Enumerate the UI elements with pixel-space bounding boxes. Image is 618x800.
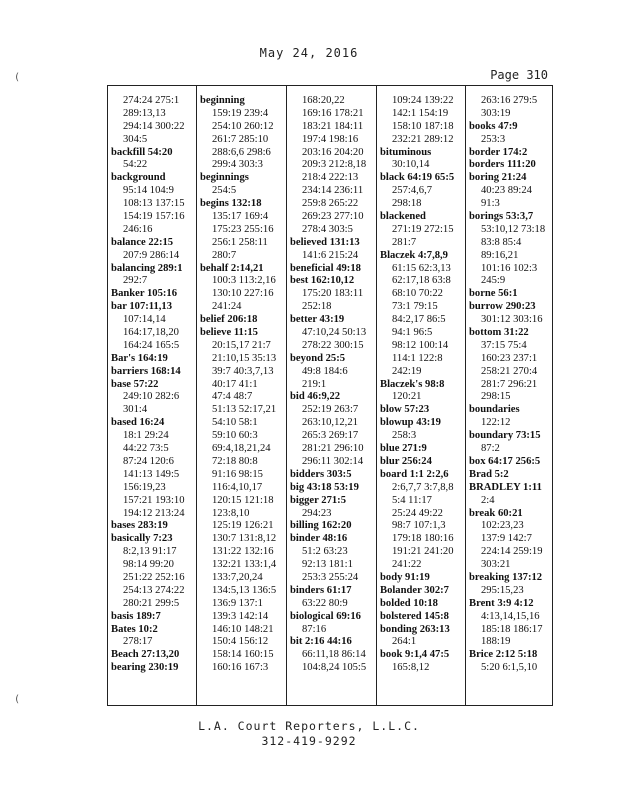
index-entry-term: burrow 290:23: [469, 301, 536, 313]
index-entry-refs: 280:21 299:5: [123, 597, 180, 609]
index-entry-refs: 107:14,14: [123, 314, 166, 326]
index-entry-term: bonding 263:13: [380, 623, 450, 635]
index-entry-term: blue 271:9: [380, 443, 427, 455]
index-entry-refs: 84:2,17 86:5: [392, 314, 446, 326]
index-entry-refs: 131:22 132:16: [212, 546, 274, 558]
index-entry-term: bidders 303:5: [290, 468, 352, 480]
index-entry-refs: 18:1 29:24: [123, 430, 169, 442]
index-entry-refs: 261:7 285:10: [212, 133, 269, 145]
index-entry-term: bolstered 145:8: [380, 610, 449, 622]
index-entry-refs: 191:21 241:20: [392, 546, 454, 558]
column-divider: [196, 86, 197, 705]
index-entry-refs: 54:22: [123, 159, 148, 171]
index-entry-refs: 301:12 303:16: [481, 314, 543, 326]
index-entry-refs: 2:6,7,7 3:7,8,8: [392, 481, 454, 493]
index-entry-refs: 47:10,24 50:13: [302, 327, 367, 339]
index-entry-refs: 100:3 113:2,16: [212, 275, 276, 287]
index-entry-refs: 175:23 255:16: [212, 223, 274, 235]
index-entry-refs: 154:19 157:16: [123, 211, 185, 223]
index-entry-term: binders 61:17: [290, 584, 352, 596]
index-entry-refs: 63:22 80:9: [302, 597, 348, 609]
page-footer: [0, 719, 618, 749]
index-entry-refs: 257:4,6,7: [392, 185, 433, 197]
court-reporter-phone: 312-419-9292: [261, 734, 357, 748]
index-entry-refs: 141:13 149:5: [123, 468, 180, 480]
index-entry-refs: 258:3: [392, 430, 417, 442]
index-entry-refs: 62:17,18 63:8: [392, 275, 451, 287]
index-entry-refs: 165:8,12: [392, 662, 430, 674]
index-entry-refs: 234:14 236:11: [302, 185, 364, 197]
index-entry-refs: 292:7: [123, 275, 148, 287]
index-entry-refs: 304:5: [123, 133, 148, 145]
index-entry-refs: 254:5: [212, 185, 237, 197]
index-entry-refs: 146:10 148:21: [212, 623, 274, 635]
index-entry-refs: 4:13,14,15,16: [481, 610, 540, 622]
index-entry-term: borders 111:20: [469, 159, 536, 171]
index-entry-refs: 40:17 41:1: [212, 378, 258, 390]
index-entry-refs: 136:9 137:1: [212, 597, 263, 609]
index-entry-term: border 174:2: [469, 146, 528, 158]
index-entry-refs: 54:10 58:1: [212, 417, 258, 429]
index-entry-term: board 1:1 2:2,6: [380, 468, 449, 480]
index-entry-refs: 25:24 49:22: [392, 507, 443, 519]
index-entry-term: beyond 25:5: [290, 352, 346, 364]
index-entry-refs: 89:16,21: [481, 249, 519, 261]
index-entry-term: boring 21:24: [469, 172, 527, 184]
index-entry-term: Blaczek 4:7,8,9: [380, 249, 448, 261]
index-entry-refs: 254:13 274:22: [123, 584, 185, 596]
word-index-frame: [107, 85, 553, 706]
index-entry-refs: 109:24 139:22: [392, 95, 454, 106]
index-entry-refs: 132:21 133:1,4: [212, 559, 277, 571]
index-entry-refs: 98:14 99:20: [123, 559, 174, 571]
index-entry-refs: 30:10,14: [392, 159, 430, 171]
index-entry-term: behalf 2:14,21: [200, 262, 264, 274]
index-entry-refs: 254:10 260:12: [212, 120, 274, 132]
index-entry-term: bituminous: [380, 146, 432, 158]
index-entry-term: Brad 5:2: [469, 468, 509, 480]
index-entry-refs: 69:4,18,21,24: [212, 443, 271, 455]
index-entry-refs: 295:15,23: [481, 584, 524, 596]
index-entry-refs: 185:18 186:17: [481, 623, 543, 635]
index-entry-refs: 120:21: [392, 391, 422, 403]
index-entry-refs: 281:7: [392, 236, 417, 248]
index-entry-refs: 61:15 62:3,13: [392, 262, 451, 274]
index-entry-refs: 246:16: [123, 223, 153, 235]
index-entry-refs: 203:16 204:20: [302, 146, 364, 158]
index-entry-refs: 241:24: [212, 301, 242, 313]
index-entry-term: background: [111, 172, 166, 184]
court-reporter-name: L.A. Court Reporters, L.L.C.: [198, 719, 420, 733]
index-entry-refs: 120:15 121:18: [212, 494, 274, 506]
index-entry-refs: 123:8,10: [212, 507, 250, 519]
index-entry-refs: 303:21: [481, 559, 511, 571]
index-entry-refs: 51:2 63:23: [302, 546, 348, 558]
index-entry-term: base 57:22: [111, 378, 159, 390]
index-entry-term: bolded 10:18: [380, 597, 438, 609]
index-entry-refs: 188:19: [481, 636, 511, 648]
index-entry-term: Banker 105:16: [111, 288, 178, 300]
index-entry-refs: 72:18 80:8: [212, 455, 258, 467]
index-entry-term: book 9:1,4 47:5: [380, 649, 450, 661]
index-column-2: [200, 95, 276, 675]
index-entry-refs: 95:14 104:9: [123, 185, 174, 197]
index-entry-refs: 159:19 239:4: [212, 107, 269, 119]
index-entry-refs: 158:10 187:18: [392, 120, 454, 132]
index-column-1: [111, 95, 185, 675]
index-entry-refs: 8:2,13 91:17: [123, 546, 177, 558]
index-entry-refs: 169:16 178:21: [302, 107, 364, 119]
index-entry-refs: 269:23 277:10: [302, 211, 364, 223]
index-entry-term: books 47:9: [469, 120, 518, 132]
index-entry-term: belief 206:18: [200, 314, 258, 326]
index-entry-refs: 288:6,6 298:6: [212, 146, 271, 158]
transcript-date: May 24, 2016: [259, 46, 359, 60]
index-entry-term: biological 69:16: [290, 610, 361, 622]
page-number: Page 310: [490, 68, 548, 82]
index-entry-refs: 263:16 279:5: [481, 95, 538, 106]
index-entry-refs: 253:3 255:24: [302, 571, 359, 583]
index-entry-refs: 73:1 79:15: [392, 301, 438, 313]
index-entry-refs: 21:10,15 35:13: [212, 352, 277, 364]
index-entry-term: bottom 31:22: [469, 327, 529, 339]
index-entry-term: balancing 289:1: [111, 262, 183, 274]
index-entry-refs: 298:18: [392, 198, 422, 210]
index-entry-refs: 197:4 198:16: [302, 133, 359, 145]
index-entry-refs: 87:16: [302, 623, 327, 635]
index-entry-term: bigger 271:5: [290, 494, 347, 506]
index-entry-refs: 252:18: [302, 301, 332, 313]
index-entry-refs: 289:13,13: [123, 107, 166, 119]
index-entry-refs: 251:22 252:16: [123, 571, 185, 583]
index-entry-refs: 91:3: [481, 198, 500, 210]
index-entry-refs: 164:24 165:5: [123, 339, 180, 351]
index-entry-term: blowup 43:19: [380, 417, 441, 429]
index-entry-refs: 59:10 60:3: [212, 430, 258, 442]
index-entry-refs: 130:10 227:16: [212, 288, 274, 300]
index-entry-refs: 158:14 160:15: [212, 649, 274, 661]
index-entry-refs: 242:19: [392, 365, 422, 377]
index-entry-refs: 294:14 300:22: [123, 120, 185, 132]
index-entry-refs: 218:4 222:13: [302, 172, 359, 184]
index-entry-refs: 179:18 180:16: [392, 533, 454, 545]
index-column-4: [380, 95, 454, 675]
index-entry-term: borings 53:3,7: [469, 211, 534, 223]
index-entry-refs: 53:10,12 73:18: [481, 223, 546, 235]
index-entry-refs: 114:1 122:8: [392, 352, 443, 364]
index-entry-term: Bar's 164:19: [111, 352, 168, 364]
index-entry-refs: 294:23: [302, 507, 332, 519]
index-entry-refs: 219:1: [302, 378, 327, 390]
index-entry-refs: 87:24 120:6: [123, 455, 174, 467]
index-entry-term: boundary 73:15: [469, 430, 541, 442]
index-entry-refs: 232:21 289:12: [392, 133, 454, 145]
punch-hole-mark-bottom: (: [14, 694, 21, 705]
index-entry-refs: 160:16 167:3: [212, 662, 269, 674]
index-entry-term: body 91:19: [380, 571, 430, 583]
index-entry-refs: 281:21 296:10: [302, 443, 364, 455]
index-entry-refs: 224:14 259:19: [481, 546, 543, 558]
index-entry-refs: 150:4 156:12: [212, 636, 269, 648]
index-entry-term: believe 11:15: [200, 327, 258, 339]
index-entry-refs: 298:15: [481, 391, 511, 403]
index-entry-refs: 183:21 184:11: [302, 120, 364, 132]
index-column-5: [469, 95, 545, 675]
index-entry-refs: 116:4,10,17: [212, 481, 263, 493]
index-entry-refs: 44:22 73:5: [123, 443, 169, 455]
index-entry-term: black 64:19 65:5: [380, 172, 455, 184]
index-entry-refs: 104:8,24 105:5: [302, 662, 367, 674]
index-entry-refs: 263:10,12,21: [302, 417, 358, 429]
index-entry-refs: 280:7: [212, 249, 237, 261]
index-entry-term: Beach 27:13,20: [111, 649, 180, 661]
index-entry-refs: 98:12 100:14: [392, 339, 449, 351]
index-entry-term: best 162:10,12: [290, 275, 355, 287]
index-entry-term: breaking 137:12: [469, 571, 543, 583]
index-entry-term: break 60:21: [469, 507, 523, 519]
index-entry-refs: 296:11 302:14: [302, 455, 364, 467]
index-entry-refs: 108:13 137:15: [123, 198, 185, 210]
index-entry-refs: 137:9 142:7: [481, 533, 532, 545]
index-entry-term: borne 56:1: [469, 288, 518, 300]
column-divider: [286, 86, 287, 705]
index-entry-refs: 101:16 102:3: [481, 262, 538, 274]
index-entry-refs: 265:3 269:17: [302, 430, 359, 442]
index-entry-term: Brice 2:12 5:18: [469, 649, 538, 661]
index-entry-term: believed 131:13: [290, 236, 360, 248]
index-entry-refs: 258:21 270:4: [481, 365, 538, 377]
index-entry-refs: 87:2: [481, 443, 500, 455]
index-entry-term: bearing 230:19: [111, 662, 179, 674]
index-entry-refs: 156:19,23: [123, 481, 166, 493]
index-entry-refs: 5:4 11:17: [392, 494, 432, 506]
index-entry-refs: 39:7 40:3,7,13: [212, 365, 274, 377]
index-entry-refs: 281:7 296:21: [481, 378, 538, 390]
column-divider: [465, 86, 466, 705]
index-entry-term: blow 57:23: [380, 404, 430, 416]
index-entry-term: better 43:19: [290, 314, 345, 326]
index-entry-refs: 278:22 300:15: [302, 339, 364, 351]
index-entry-term: billing 162:20: [290, 520, 352, 532]
index-entry-refs: 92:13 181:1: [302, 559, 353, 571]
index-entry-refs: 299:4 303:3: [212, 159, 263, 171]
index-entry-term: bases 283:19: [111, 520, 168, 532]
index-entry-term: beneficial 49:18: [290, 262, 361, 274]
index-entry-refs: 175:20 183:11: [302, 288, 364, 300]
index-entry-refs: 209:3 212:8,18: [302, 159, 367, 171]
index-entry-term: blur 256:24: [380, 455, 432, 467]
index-entry-refs: 194:12 213:24: [123, 507, 185, 519]
index-entry-term: backfill 54:20: [111, 146, 173, 158]
index-entry-refs: 259:8 265:22: [302, 198, 359, 210]
index-entry-term: based 16:24: [111, 417, 165, 429]
index-entry-refs: 207:9 286:14: [123, 249, 180, 261]
index-entry-refs: 301:4: [123, 404, 148, 416]
index-entry-term: barriers 168:14: [111, 365, 181, 377]
index-entry-term: Bolander 302:7: [380, 584, 449, 596]
index-entry-term: beginnings: [200, 172, 249, 184]
index-entry-refs: 47:4 48:7: [212, 391, 253, 403]
index-entry-term: basis 189:7: [111, 610, 161, 622]
index-entry-refs: 249:10 282:6: [123, 391, 180, 403]
index-entry-refs: 271:19 272:15: [392, 223, 454, 235]
index-entry-term: begins 132:18: [200, 198, 262, 210]
index-entry-refs: 253:3: [481, 133, 506, 145]
index-entry-refs: 168:20,22: [302, 95, 345, 106]
index-entry-refs: 135:17 169:4: [212, 211, 269, 223]
index-entry-term: basically 7:23: [111, 533, 173, 545]
column-divider: [376, 86, 377, 705]
index-entry-refs: 139:3 142:14: [212, 610, 269, 622]
index-entry-refs: 164:17,18,20: [123, 327, 179, 339]
index-entry-refs: 141:6 215:24: [302, 249, 359, 261]
index-entry-refs: 51:13 52:17,21: [212, 404, 277, 416]
index-entry-refs: 2:4: [481, 494, 495, 506]
index-entry-refs: 278:4 303:5: [302, 223, 353, 235]
index-entry-refs: 20:15,17 21:7: [212, 339, 271, 351]
index-entry-refs: 278:17: [123, 636, 153, 648]
index-entry-refs: 102:23,23: [481, 520, 524, 532]
index-entry-refs: 37:15 75:4: [481, 339, 527, 351]
index-entry-refs: 245:9: [481, 275, 506, 287]
index-entry-refs: 5:20 6:1,5,10: [481, 662, 538, 674]
index-entry-refs: 264:1: [392, 636, 417, 648]
index-entry-refs: 98:7 107:1,3: [392, 520, 446, 532]
index-entry-term: Blaczek's 98:8: [380, 378, 445, 390]
index-entry-term: box 64:17 256:5: [469, 455, 541, 467]
index-entry-refs: 66:11,18 86:14: [302, 649, 366, 661]
index-entry-term: bit 2:16 44:16: [290, 636, 352, 648]
index-entry-term: blackened: [380, 211, 426, 223]
index-entry-refs: 133:7,20,24: [212, 571, 263, 583]
index-entry-refs: 68:10 70:22: [392, 288, 443, 300]
index-entry-refs: 91:16 98:15: [212, 468, 263, 480]
index-entry-refs: 160:23 237:1: [481, 352, 538, 364]
index-entry-refs: 134:5,13 136:5: [212, 584, 277, 596]
index-entry-term: Brent 3:9 4:12: [469, 597, 534, 609]
index-entry-refs: 125:19 126:21: [212, 520, 274, 532]
index-entry-term: balance 22:15: [111, 236, 174, 248]
index-entry-term: Bates 10:2: [111, 623, 158, 635]
index-entry-refs: 142:1 154:19: [392, 107, 449, 119]
index-entry-refs: 83:8 85:4: [481, 236, 522, 248]
index-entry-term: binder 48:16: [290, 533, 348, 545]
punch-hole-mark-top: (: [14, 72, 21, 83]
index-entry-term: bar 107:11,13: [111, 301, 173, 313]
index-entry-refs: 157:21 193:10: [123, 494, 185, 506]
index-entry-refs: 303:19: [481, 107, 511, 119]
index-entry-refs: 49:8 184:6: [302, 365, 348, 377]
index-entry-refs: 122:12: [481, 417, 511, 429]
index-entry-term: boundaries: [469, 404, 520, 416]
index-entry-term: big 43:18 53:19: [290, 481, 359, 493]
index-entry-refs: 130:7 131:8,12: [212, 533, 277, 545]
index-entry-refs: 94:1 96:5: [392, 327, 433, 339]
index-entry-refs: 252:19 263:7: [302, 404, 359, 416]
index-entry-term: beginning: [200, 95, 245, 106]
index-entry-term: BRADLEY 1:11: [469, 481, 542, 493]
index-column-3: [290, 95, 366, 675]
index-entry-refs: 241:22: [392, 559, 422, 571]
index-entry-refs: 274:24 275:1: [123, 95, 180, 106]
index-entry-refs: 40:23 89:24: [481, 185, 532, 197]
index-entry-refs: 256:1 258:11: [212, 236, 268, 248]
index-entry-term: bid 46:9,22: [290, 391, 341, 403]
